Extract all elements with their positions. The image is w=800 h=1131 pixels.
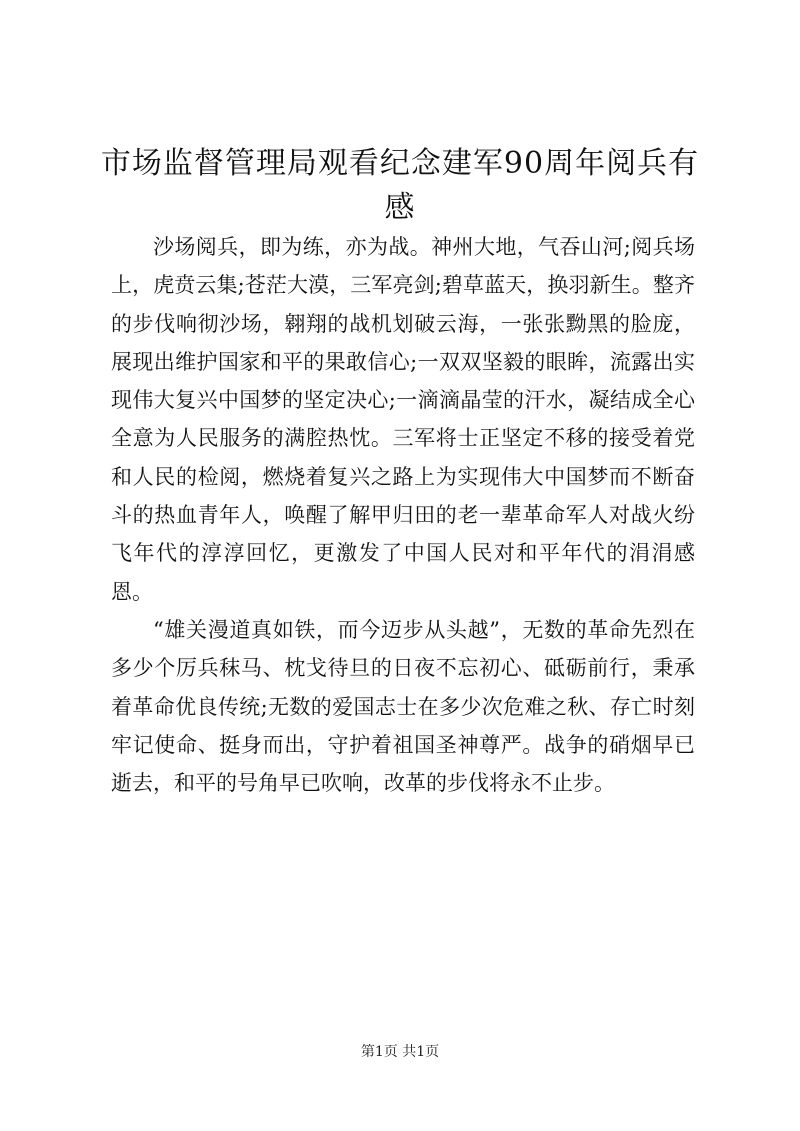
paragraph-1: 沙场阅兵，即为练，亦为战。神州大地，气吞山河;阅兵场上，虎贲云集;苍茫大漠，三军亮剑;碧草蓝天，换羽新生。整齐的步伐响彻沙场，翱翔的战机划破云海，一张张黝黑的脸庞，展现出维护国家和平的果敢信心;一双双坚毅的眼眸，流露出实现伟大复兴中国梦的坚定决心;一滴滴晶莹的汗水，凝结成全心全意为人民服务的满腔热忱。三军将士正坚定不移的接受着党和人民的检阅，燃烧着复兴之路上为实现伟大中国梦而不断奋斗的热血青年人，唤醒了解甲归田的老一辈革命军人对战火纷飞年代的淳淳回忆，更激发了中国人民对和平年代的涓涓感恩。	[111, 235, 695, 604]
page-footer	[0, 1041, 800, 1061]
page-number-label: 第1页 共1页	[360, 1044, 440, 1060]
paragraph-2: “雄关漫道真如铁，而今迈步从头越”，无数的革命先烈在多少个厉兵秣马、枕戈待旦的日夜不忘初心、砥砺前行，秉承着革命优良传统;无数的爱国志士在多少次危难之秋、存亡时刻牢记使命、挺身而出，守护着祖国圣神尊严。战争的硝烟早已逝去，和平的号角早已吹响，改革的步伐将永不止步。	[111, 617, 695, 796]
document-body	[111, 228, 695, 802]
document-title: 市场监督管理局观看纪念建军90周年阅兵有感	[100, 146, 700, 225]
